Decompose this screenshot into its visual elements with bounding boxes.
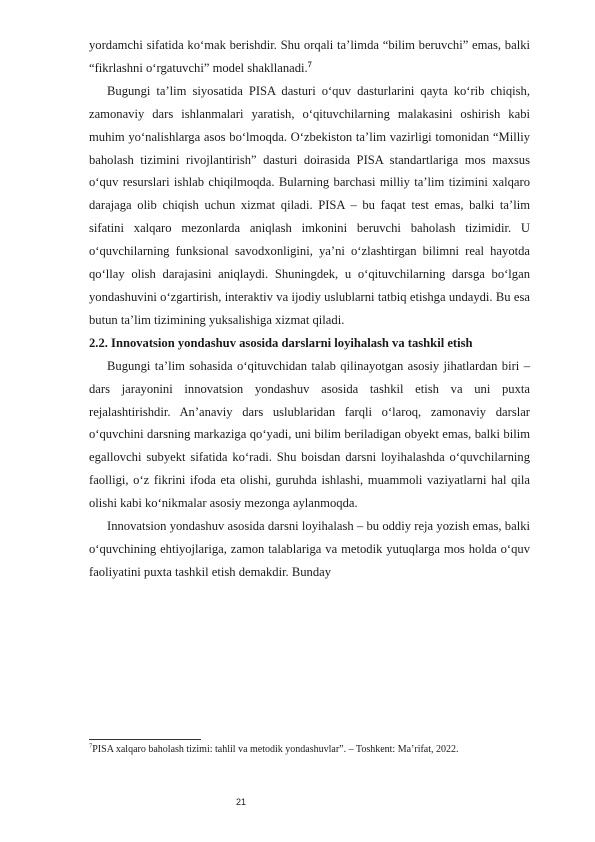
footnote-ref-7[interactable]: 7 [307, 59, 312, 69]
footnote [89, 743, 530, 757]
main-text [89, 34, 530, 584]
footnote-marker: 7 [89, 742, 93, 750]
footnote-text: PISA xalqaro baholash tizimi: tahlil va metodik yondashuvlar”. – Toshkent: Ma’rifat, 2022. [92, 744, 459, 755]
section-heading: 2.2. Innovatsion yondashuv asosida darslarni loyihalash va tashkil etish [89, 335, 473, 350]
paragraph-2: Bugungi ta’lim siyosatida PISA dasturi o‘quv dasturlarini qayta ko‘rib chiqish, zamonaviy dars ishlanmalari yaratish, o‘qituvchilarning malakasini oshirish kabi muhim yo‘nalishlarga asos bo‘lmoqda. O‘zbekiston ta’lim vazirligi tomonidan “Milliy baholash tizimini rivojlantirish” dasturi doirasida PISA standartlariga mos maxsus o‘quv resurslari ishlab chiqilmoqda. Bularning barchasi milliy ta’lim tizimini xalqaro darajaga olib chiqish uchun xizmat qiladi. PISA – bu faqat test emas, balki ta’lim sifatini xalqaro mezonlarda aniqlash imkonini beruvchi baholash tizimidir. U o‘quvchilarning funksional savodxonligini, ya’ni o‘zlashtirgan bilimni real hayotda qo‘llay olish darajasini aniqlaydi. Shuningdek, u o‘qituvchilarning darsga bo‘lgan yondashuvini o‘zgartirish, interaktiv va ijodiy uslublarni tatbiq etishga undaydi. Bu esa butun ta’lim tizimining yuksalishiga xizmat qiladi. [89, 83, 530, 327]
paragraph-1-text: yordamchi sifatida ko‘mak berishdir. Shu orqali ta’limda “bilim beruvchi” emas, balki “fikrlashni o‘rgatuvchi” model shakllanadi. [89, 38, 530, 75]
footnote-divider [89, 739, 201, 740]
paragraph-3: Bugungi ta’lim sohasida o‘qituvchidan talab qilinayotgan asosiy jihatlardan biri – dars jarayonini innovatsion yondashuv asosida tashkil etish va uni puxta rejalashtirishdir. An’anaviy dars uslublaridan farqli o‘laroq, zamonaviy darslar o‘quvchini darsning markaziga qo‘yadi, uni bilim beriladigan obyekt emas, balki bilim egallovchi subyekt sifatida ko‘radi. Shu boisdan darsni loyihalashda o‘quvchilarning faolligi, o‘z fikrini ifoda eta olishi, guruhda ishlashi, muammoli vaziyatlarni hal qila olishi kabi ko‘nikmalar asosiy mezonga aylanmoqda. [89, 358, 530, 511]
paragraph-1 [89, 34, 530, 80]
paragraph-4: Innovatsion yondashuv asosida darsni loyihalash – bu oddiy reja yozish emas, balki o‘quvchining ehtiyojlariga, zamon talablariga va metodik yutuqlarga mos holda o‘quv faoliyatini puxta tashkil etish demakdir. Bunday [89, 519, 530, 579]
page-number: 21 [236, 797, 247, 807]
